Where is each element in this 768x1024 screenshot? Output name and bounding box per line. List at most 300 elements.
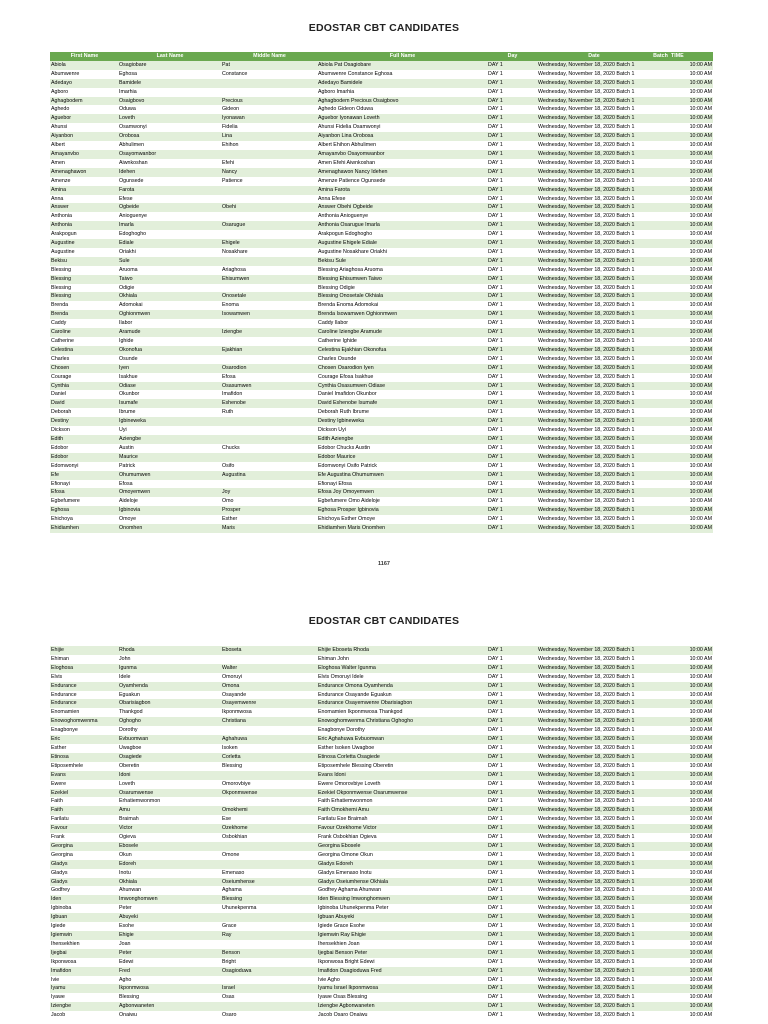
time-cell: 10:00 AM [670, 922, 713, 931]
table-row [50, 417, 713, 426]
date-cell: Wednesday, November 18, 2020 Batch 1 [537, 328, 650, 337]
last-name-cell: Ohumumwen [118, 471, 221, 480]
day-cell: DAY 1 [487, 958, 537, 967]
first-name-cell: Amayanvbo [50, 150, 118, 159]
middle-name-cell: Imafidon [221, 390, 317, 399]
last-name-cell: Idoni [118, 771, 221, 780]
table-row [50, 851, 713, 860]
middle-name-cell [221, 212, 317, 221]
day-cell: DAY 1 [487, 726, 537, 735]
last-name-cell: Loveth [118, 780, 221, 789]
table-row [50, 186, 713, 195]
batch-cell [650, 506, 670, 515]
middle-name-cell: Ejakhian [221, 346, 317, 355]
middle-name-cell: Osayande [221, 691, 317, 700]
day-cell: DAY 1 [487, 114, 537, 123]
middle-name-cell [221, 1002, 317, 1011]
table-row [50, 97, 713, 106]
middle-name-cell: Precious [221, 97, 317, 106]
last-name-cell: Patrick [118, 462, 221, 471]
last-name-cell: Braimah [118, 815, 221, 824]
first-name-cell: Daniel [50, 390, 118, 399]
day-cell: DAY 1 [487, 673, 537, 682]
last-name-cell: Oriakhi [118, 248, 221, 257]
full-name-cell: Courage Efosa Isakhue [317, 373, 487, 382]
table-row [50, 364, 713, 373]
middle-name-cell [221, 337, 317, 346]
first-name-cell: Etiposemhele [50, 762, 118, 771]
full-name-cell: Eghosa Prosper Igbinovia [317, 506, 487, 515]
date-cell: Wednesday, November 18, 2020 Batch 1 [537, 735, 650, 744]
last-name-cell: Imarhia [118, 88, 221, 97]
table-row [50, 506, 713, 515]
full-name-cell: Georgina Omone Okun [317, 851, 487, 860]
table-row [50, 284, 713, 293]
last-name-cell: Farota [118, 186, 221, 195]
full-name-cell: Etiposemhele Blessing Oberetin [317, 762, 487, 771]
full-name-cell: Arakpogun Edoghogho [317, 230, 487, 239]
middle-name-cell: Ariaghosa [221, 266, 317, 275]
table-row [50, 212, 713, 221]
batch-cell [650, 673, 670, 682]
table-row [50, 682, 713, 691]
table-row [50, 726, 713, 735]
batch-cell [650, 301, 670, 310]
last-name-cell: Odiase [118, 382, 221, 391]
middle-name-cell: Osagioduwa [221, 967, 317, 976]
day-cell: DAY 1 [487, 364, 537, 373]
last-name-cell: Isumafe [118, 399, 221, 408]
last-name-cell: Dorothy [118, 726, 221, 735]
time-cell: 10:00 AM [670, 1011, 713, 1020]
last-name-cell: Ebosele [118, 842, 221, 851]
first-name-cell: Igbinoba [50, 904, 118, 913]
day-cell: DAY 1 [487, 895, 537, 904]
table-row [50, 806, 713, 815]
table-row [50, 646, 713, 655]
table-row [50, 735, 713, 744]
time-cell: 10:00 AM [670, 105, 713, 114]
full-name-cell: Caroline Iziengbe Aramude [317, 328, 487, 337]
last-name-cell: Odigie [118, 284, 221, 293]
first-name-cell: Ahunsi [50, 123, 118, 132]
date-cell: Wednesday, November 18, 2020 Batch 1 [537, 417, 650, 426]
full-name-cell: Celestina Ejakhian Okonofua [317, 346, 487, 355]
middle-name-cell: Efosa [221, 373, 317, 382]
date-cell: Wednesday, November 18, 2020 Batch 1 [537, 860, 650, 869]
first-name-cell: Anthonia [50, 212, 118, 221]
table-row [50, 931, 713, 940]
date-cell: Wednesday, November 18, 2020 Batch 1 [537, 815, 650, 824]
time-cell: 10:00 AM [670, 203, 713, 212]
date-cell: Wednesday, November 18, 2020 Batch 1 [537, 105, 650, 114]
table-row [50, 141, 713, 150]
date-cell: Wednesday, November 18, 2020 Batch 1 [537, 382, 650, 391]
table-row [50, 967, 713, 976]
table-row [50, 958, 713, 967]
date-cell: Wednesday, November 18, 2020 Batch 1 [537, 913, 650, 922]
time-cell: 10:00 AM [670, 337, 713, 346]
batch-cell [650, 655, 670, 664]
middle-name-cell: Constance [221, 70, 317, 79]
batch-cell [650, 806, 670, 815]
date-cell: Wednesday, November 18, 2020 Batch 1 [537, 824, 650, 833]
table-row [50, 462, 713, 471]
last-name-cell: Ibrume [118, 408, 221, 417]
time-cell: 10:00 AM [670, 655, 713, 664]
batch-cell [650, 221, 670, 230]
batch-cell [650, 895, 670, 904]
middle-name-cell: Efehi [221, 159, 317, 168]
table-row [50, 132, 713, 141]
batch-cell [650, 664, 670, 673]
time-cell: 10:00 AM [670, 976, 713, 985]
date-cell: Wednesday, November 18, 2020 Batch 1 [537, 851, 650, 860]
middle-name-cell: Osaro [221, 1011, 317, 1020]
last-name-cell: Evbuomwan [118, 735, 221, 744]
batch-cell [650, 699, 670, 708]
date-cell: Wednesday, November 18, 2020 Batch 1 [537, 292, 650, 301]
middle-name-cell [221, 79, 317, 88]
candidates-table [50, 52, 713, 533]
first-name-cell: Eloghosa [50, 664, 118, 673]
date-cell: Wednesday, November 18, 2020 Batch 1 [537, 1011, 650, 1020]
last-name-cell: Ogbeide [118, 203, 221, 212]
date-cell: Wednesday, November 18, 2020 Batch 1 [537, 480, 650, 489]
batch-cell [650, 976, 670, 985]
date-cell: Wednesday, November 18, 2020 Batch 1 [537, 708, 650, 717]
time-cell: 10:00 AM [670, 346, 713, 355]
table-row [50, 771, 713, 780]
date-cell: Wednesday, November 18, 2020 Batch 1 [537, 97, 650, 106]
day-cell: DAY 1 [487, 168, 537, 177]
batch-cell [650, 141, 670, 150]
first-name-cell: Answer [50, 203, 118, 212]
table-row [50, 940, 713, 949]
full-name-cell: Eric Aghahuwa Evbuomwan [317, 735, 487, 744]
time-cell: 10:00 AM [670, 515, 713, 524]
batch-cell [650, 248, 670, 257]
first-name-cell: Edomwonyi [50, 462, 118, 471]
date-cell: Wednesday, November 18, 2020 Batch 1 [537, 904, 650, 913]
table-row [50, 88, 713, 97]
batch-cell [650, 949, 670, 958]
date-cell: Wednesday, November 18, 2020 Batch 1 [537, 212, 650, 221]
date-cell: Wednesday, November 18, 2020 Batch 1 [537, 515, 650, 524]
time-cell: 10:00 AM [670, 132, 713, 141]
first-name-cell: Gladys [50, 860, 118, 869]
table-row [50, 390, 713, 399]
first-name-cell: Efionayi [50, 480, 118, 489]
day-cell: DAY 1 [487, 408, 537, 417]
time-cell: 10:00 AM [670, 904, 713, 913]
batch-cell [650, 833, 670, 842]
day-cell: DAY 1 [487, 913, 537, 922]
first-name-cell: Evans [50, 771, 118, 780]
time-cell: 10:00 AM [670, 319, 713, 328]
date-cell: Wednesday, November 18, 2020 Batch 1 [537, 132, 650, 141]
last-name-cell: Rhoda [118, 646, 221, 655]
middle-name-cell: Gideon [221, 105, 317, 114]
table-row [50, 1002, 713, 1011]
full-name-cell: Destiny Igbineweka [317, 417, 487, 426]
day-cell: DAY 1 [487, 497, 537, 506]
table-row [50, 993, 713, 1002]
date-cell: Wednesday, November 18, 2020 Batch 1 [537, 203, 650, 212]
full-name-cell: Ehijie Eboseta Rhoda [317, 646, 487, 655]
date-cell: Wednesday, November 18, 2020 Batch 1 [537, 462, 650, 471]
candidates-table [50, 646, 713, 1020]
middle-name-cell: Blessing [221, 762, 317, 771]
batch-cell [650, 480, 670, 489]
table-row [50, 780, 713, 789]
time-cell: 10:00 AM [670, 471, 713, 480]
time-cell: 10:00 AM [670, 878, 713, 887]
last-name-cell: Orobosa [118, 132, 221, 141]
middle-name-cell: Bright [221, 958, 317, 967]
time-cell: 10:00 AM [670, 842, 713, 851]
table-row [50, 984, 713, 993]
table-row [50, 453, 713, 462]
time-cell: 10:00 AM [670, 780, 713, 789]
first-name-cell: Aghedo [50, 105, 118, 114]
time-cell: 10:00 AM [670, 913, 713, 922]
last-name-cell: Ahunwan [118, 886, 221, 895]
first-name-cell: Anna [50, 195, 118, 204]
day-cell: DAY 1 [487, 744, 537, 753]
middle-name-cell [221, 913, 317, 922]
batch-cell [650, 717, 670, 726]
day-cell: DAY 1 [487, 691, 537, 700]
middle-name-cell: Lina [221, 132, 317, 141]
date-cell: Wednesday, November 18, 2020 Batch 1 [537, 444, 650, 453]
first-name-cell: Efe [50, 471, 118, 480]
batch-cell [650, 408, 670, 417]
date-cell: Wednesday, November 18, 2020 Batch 1 [537, 221, 650, 230]
first-name-cell: Anthonia [50, 221, 118, 230]
full-name-cell: Ehiman John [317, 655, 487, 664]
day-cell: DAY 1 [487, 328, 537, 337]
full-name-cell: Ivie Agho [317, 976, 487, 985]
first-name-cell: Iden [50, 895, 118, 904]
middle-name-cell [221, 417, 317, 426]
full-name-cell: Efosa Joy Omoyemwen [317, 488, 487, 497]
full-name-cell: Iziengbe Agbonwaneten [317, 1002, 487, 1011]
table-row [50, 79, 713, 88]
middle-name-cell: Enoma [221, 301, 317, 310]
date-cell: Wednesday, November 18, 2020 Batch 1 [537, 646, 650, 655]
day-cell: DAY 1 [487, 373, 537, 382]
day-cell: DAY 1 [487, 699, 537, 708]
middle-name-cell: Okponmwense [221, 789, 317, 798]
last-name-cell: Imarla [118, 221, 221, 230]
date-cell: Wednesday, November 18, 2020 Batch 1 [537, 780, 650, 789]
first-name-cell: Enowoghomwenma [50, 717, 118, 726]
day-cell: DAY 1 [487, 301, 537, 310]
day-cell: DAY 1 [487, 1011, 537, 1020]
last-name-cell: Esohe [118, 922, 221, 931]
day-cell: DAY 1 [487, 824, 537, 833]
date-cell: Wednesday, November 18, 2020 Batch 1 [537, 284, 650, 293]
time-cell: 10:00 AM [670, 815, 713, 824]
first-name-cell: Faith [50, 806, 118, 815]
last-name-cell: Adomokai [118, 301, 221, 310]
time-cell: 10:00 AM [670, 931, 713, 940]
column-header-last-name: Last Name [118, 52, 221, 61]
middle-name-cell: Ray [221, 931, 317, 940]
full-name-cell: Aghedo Gideon Oduwa [317, 105, 487, 114]
date-cell: Wednesday, November 18, 2020 Batch 1 [537, 797, 650, 806]
day-cell: DAY 1 [487, 319, 537, 328]
middle-name-cell: Walter [221, 664, 317, 673]
date-cell: Wednesday, November 18, 2020 Batch 1 [537, 497, 650, 506]
batch-cell [650, 373, 670, 382]
day-cell: DAY 1 [487, 842, 537, 851]
day-cell: DAY 1 [487, 141, 537, 150]
full-name-cell: Cynthia Osasumwen Odiase [317, 382, 487, 391]
first-name-cell: Igiede [50, 922, 118, 931]
table-row [50, 708, 713, 717]
batch-cell [650, 940, 670, 949]
full-name-cell: Endurance Osayemwenre Obarisiagbon [317, 699, 487, 708]
time-cell: 10:00 AM [670, 79, 713, 88]
batch-cell [650, 744, 670, 753]
time-cell: 10:00 AM [670, 114, 713, 123]
column-header-date: Date [537, 52, 650, 61]
time-cell: 10:00 AM [670, 488, 713, 497]
last-name-cell: Ilabor [118, 319, 221, 328]
day-cell: DAY 1 [487, 993, 537, 1002]
day-cell: DAY 1 [487, 382, 537, 391]
batch-cell [650, 771, 670, 780]
middle-name-cell: Obehi [221, 203, 317, 212]
time-cell: 10:00 AM [670, 426, 713, 435]
time-cell: 10:00 AM [670, 355, 713, 364]
batch-cell [650, 444, 670, 453]
full-name-cell: Anna Efese [317, 195, 487, 204]
time-cell: 10:00 AM [670, 266, 713, 275]
day-cell: DAY 1 [487, 248, 537, 257]
table-row [50, 753, 713, 762]
table-row [50, 717, 713, 726]
time-cell: 10:00 AM [670, 88, 713, 97]
table-row [50, 382, 713, 391]
table-row [50, 435, 713, 444]
last-name-cell: Maurice [118, 453, 221, 462]
day-cell: DAY 1 [487, 123, 537, 132]
middle-name-cell: Eshenobe [221, 399, 317, 408]
time-cell: 10:00 AM [670, 239, 713, 248]
middle-name-cell [221, 453, 317, 462]
full-name-cell: Favour Ozekhome Victor [317, 824, 487, 833]
time-cell: 10:00 AM [670, 230, 713, 239]
table-row [50, 114, 713, 123]
full-name-cell: Abiola Pat Osagiobare [317, 61, 487, 70]
full-name-cell: Adedayo Bamidele [317, 79, 487, 88]
day-cell: DAY 1 [487, 435, 537, 444]
first-name-cell: Georgina [50, 851, 118, 860]
time-cell: 10:00 AM [670, 408, 713, 417]
time-cell: 10:00 AM [670, 833, 713, 842]
middle-name-cell: Fidelia [221, 123, 317, 132]
batch-cell [650, 346, 670, 355]
last-name-cell: Agbonwaneten [118, 1002, 221, 1011]
first-name-cell: David [50, 399, 118, 408]
time-cell: 10:00 AM [670, 753, 713, 762]
first-name-cell: Aiyanbon [50, 132, 118, 141]
time-cell: 10:00 AM [670, 435, 713, 444]
table-row [50, 691, 713, 700]
date-cell: Wednesday, November 18, 2020 Batch 1 [537, 159, 650, 168]
table-row [50, 833, 713, 842]
first-name-cell: Iyamu [50, 984, 118, 993]
table-row [50, 105, 713, 114]
time-cell: 10:00 AM [670, 726, 713, 735]
middle-name-cell: Iziengbe [221, 328, 317, 337]
time-cell: 10:00 AM [670, 275, 713, 284]
first-name-cell: Iziengbe [50, 1002, 118, 1011]
time-cell: 10:00 AM [670, 524, 713, 533]
date-cell: Wednesday, November 18, 2020 Batch 1 [537, 88, 650, 97]
day-cell: DAY 1 [487, 257, 537, 266]
full-name-cell: Igbuan Abuyeki [317, 913, 487, 922]
batch-cell [650, 97, 670, 106]
batch-cell [650, 275, 670, 284]
date-cell: Wednesday, November 18, 2020 Batch 1 [537, 123, 650, 132]
middle-name-cell [221, 842, 317, 851]
time-cell: 10:00 AM [670, 292, 713, 301]
time-cell: 10:00 AM [670, 186, 713, 195]
batch-cell [650, 382, 670, 391]
date-cell: Wednesday, November 18, 2020 Batch 1 [537, 931, 650, 940]
last-name-cell: Anioguenye [118, 212, 221, 221]
middle-name-cell: Omokhemi [221, 806, 317, 815]
time-cell: 10:00 AM [670, 699, 713, 708]
time-cell: 10:00 AM [670, 177, 713, 186]
date-cell: Wednesday, November 18, 2020 Batch 1 [537, 895, 650, 904]
last-name-cell: Agho [118, 976, 221, 985]
last-name-cell: Oyamhenda [118, 682, 221, 691]
full-name-cell: Deborah Ruth Ibrume [317, 408, 487, 417]
last-name-cell: Aideloje [118, 497, 221, 506]
day-cell: DAY 1 [487, 132, 537, 141]
middle-name-cell [221, 257, 317, 266]
day-cell: DAY 1 [487, 967, 537, 976]
first-name-cell: Endurance [50, 691, 118, 700]
time-cell: 10:00 AM [670, 141, 713, 150]
batch-cell [650, 780, 670, 789]
full-name-cell: Enowoghomwenma Christiana Oghogho [317, 717, 487, 726]
day-cell: DAY 1 [487, 399, 537, 408]
batch-cell [650, 726, 670, 735]
middle-name-cell: Ikponmwosa [221, 708, 317, 717]
full-name-cell: Charles Osunde [317, 355, 487, 364]
table-row [50, 310, 713, 319]
day-cell: DAY 1 [487, 789, 537, 798]
last-name-cell: Onomhen [118, 524, 221, 533]
full-name-cell: Ewere Omorovbiye Loveth [317, 780, 487, 789]
full-name-cell: Catherine Ighide [317, 337, 487, 346]
day-cell: DAY 1 [487, 195, 537, 204]
middle-name-cell [221, 771, 317, 780]
first-name-cell: Edobor [50, 453, 118, 462]
full-name-cell: Amen Efehi Aiwnkoshan [317, 159, 487, 168]
date-cell: Wednesday, November 18, 2020 Batch 1 [537, 488, 650, 497]
last-name-cell: Igbineweka [118, 417, 221, 426]
date-cell: Wednesday, November 18, 2020 Batch 1 [537, 257, 650, 266]
day-cell: DAY 1 [487, 266, 537, 275]
last-name-cell: Osagiede [118, 753, 221, 762]
